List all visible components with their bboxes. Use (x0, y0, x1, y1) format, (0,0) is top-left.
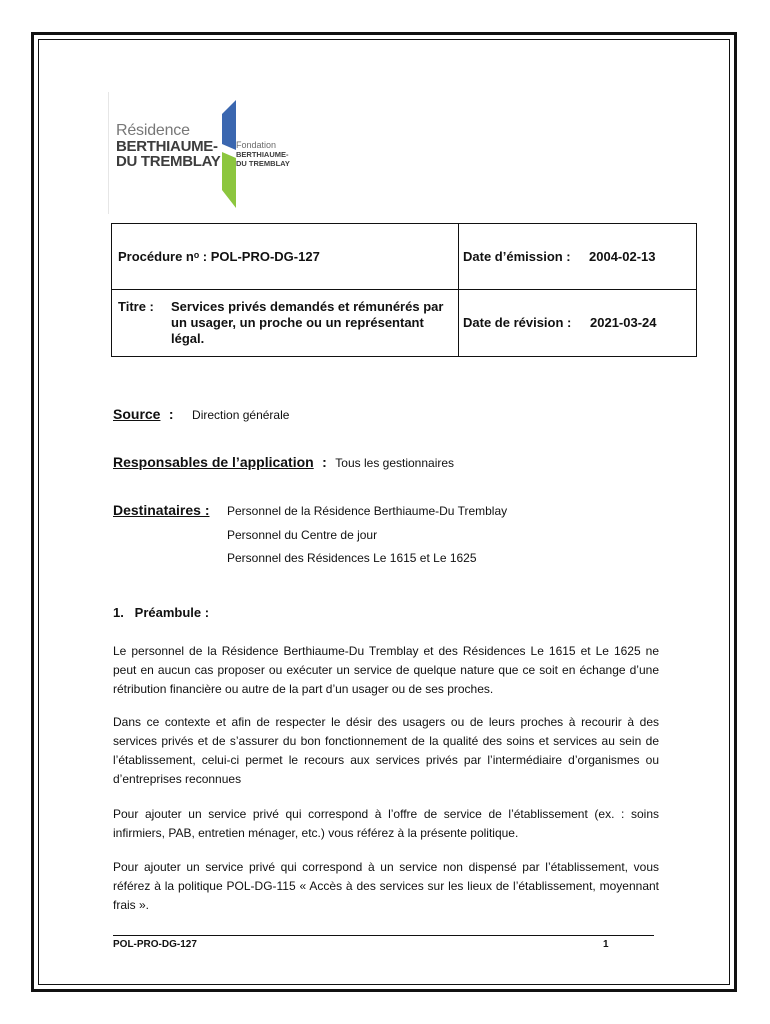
emission-label: Date d’émission : (463, 249, 571, 264)
logo-fondation-name (236, 150, 290, 168)
responsables-row (113, 454, 454, 472)
logo-separator (108, 92, 109, 214)
source-value: Direction générale (192, 408, 290, 422)
logo-mark-icon (218, 100, 238, 210)
logo-fondation-line1: BERTHIAUME- (236, 150, 289, 159)
destinataire-item: Personnel du Centre de jour (227, 528, 378, 542)
logo-fondation-line2: DU TREMBLAY (236, 159, 290, 168)
destinataire-item: Personnel des Résidences Le 1615 et Le 1625 (227, 551, 477, 565)
revision-label: Date de révision : (463, 315, 572, 330)
footer-rule (113, 935, 654, 936)
logo-fondation: Fondation (236, 140, 277, 150)
revision-date: 2021-03-24 (590, 315, 657, 330)
paragraph: Dans ce contexte et afin de respecter le désir des usagers ou de leurs proches à recourir à des services privés et de s’assurer du bon fonctionnement de la qualité des soins et services au sein de l’établissement, celui-ci permet le recours aux services privés par l’intermédiaire d’organismes ou d’entreprises reconnues (113, 715, 659, 786)
responsables-value: Tous les gestionnaires (335, 456, 455, 470)
destinataires-label: Destinataires : (113, 502, 210, 518)
footer-code: POL-PRO-DG-127 (113, 939, 197, 950)
paragraph: Pour ajouter un service privé qui correspond à un service non dispensé par l’établissement, vous référez à la politique POL-DG-115 « Accès à des services sur les lieux de l’établissement, moyennant frais ». (113, 860, 659, 912)
responsables-colon: : (322, 454, 327, 470)
section-heading: 1. Préambule : (113, 605, 210, 620)
page-number: 1 (603, 939, 609, 950)
source-colon: : (168, 406, 174, 422)
titre-label: Titre : (118, 299, 154, 314)
header-table-divider-v (458, 223, 459, 357)
source-label: Source (113, 406, 161, 422)
logo-residence: Résidence (116, 122, 190, 139)
header-table-divider-h (111, 289, 697, 290)
logo-name (116, 139, 220, 169)
paragraph: Pour ajouter un service privé qui correspond à l’offre de service de l’établissement (ex. : soins infirmiers, PAB, entretien ménager, etc.) vous référez à la présente politique. (113, 807, 659, 840)
paragraph: Le personnel de la Résidence Berthiaume-Du Tremblay et des Résidences Le 1615 et Le 1625 ne peut en aucun cas proposer ou exécuter un service de quelque nature que ce soit en échange d’une rétribution financière ou autre de la part d’un usager ou de ses proches. (113, 644, 659, 696)
titre-value: Services privés demandés et rémunérés par un usager, un proche ou un représentant légal. (171, 299, 444, 346)
logo-name-line2: DU TREMBLAY (116, 153, 221, 170)
procedure-number: Procédure nᵒ : POL-PRO-DG-127 (118, 249, 320, 264)
source-row (113, 406, 289, 424)
destinataire-item: Personnel de la Résidence Berthiaume-Du Tremblay (227, 504, 508, 518)
responsables-label: Responsables de l’application (113, 454, 314, 470)
emission-date: 2004-02-13 (589, 249, 656, 264)
logo-name-line1: BERTHIAUME- (116, 138, 218, 155)
